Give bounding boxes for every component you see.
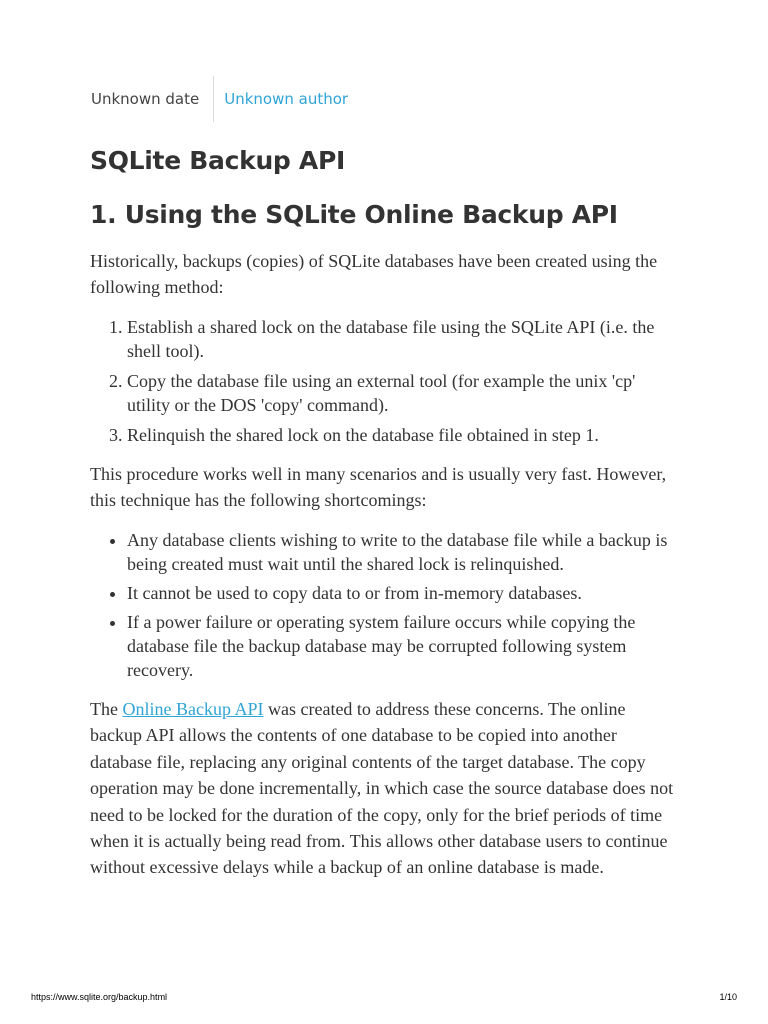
footer-url: https://www.sqlite.org/backup.html xyxy=(31,992,168,1002)
backup-steps-list xyxy=(90,315,680,447)
article-author-link[interactable]: Unknown author xyxy=(224,90,349,108)
list-item: • If a power failure or operating system failure occurs while copying the database file the backup database may be corrupted following system recovery. xyxy=(127,610,680,682)
final-suffix: was created to address these concerns. The online backup API allows the contents of one database to be copied into another database file, replacing any original contents of the target database. The copy operation may be done incrementally, in which case the source database does not need to be locked for the duration of the copy, only for the brief periods of time when it is actually being read from. This allows other database users to continue without excessive delays while a backup of an online database is made. xyxy=(90,699,674,878)
intro-paragraph: Historically, backups (copies) of SQLite databases have been created using the following method: xyxy=(90,251,658,297)
final-paragraph xyxy=(90,696,680,881)
list-item: 3. Relinquish the shared lock on the database file obtained in step 1. xyxy=(127,423,680,447)
section-heading: 1. Using the SQLite Online Backup API xyxy=(90,200,618,229)
list-item: • Any database clients wishing to write to the database file while a backup is being created must wait until the shared lock is relinquished. xyxy=(127,528,680,576)
article-body xyxy=(90,140,680,881)
online-backup-api-link[interactable]: Online Backup API xyxy=(122,699,264,719)
shortcomings-list xyxy=(90,528,680,682)
list-item: • It cannot be used to copy data to or from in-memory databases. xyxy=(127,581,680,605)
page-title: SQLite Backup API xyxy=(90,146,346,175)
list-item: 1. Establish a shared lock on the database file using the SQLite API (i.e. the shell tool). xyxy=(127,315,680,363)
article-meta xyxy=(91,76,348,122)
procedure-paragraph: This procedure works well in many scenarios and is usually very fast. However, this technique has the following shortcomings: xyxy=(90,464,667,510)
page-number: 1/10 xyxy=(719,992,737,1002)
final-prefix: The xyxy=(90,699,123,719)
list-item: 2. Copy the database file using an external tool (for example the unix 'cp' utility or the DOS 'copy' command). xyxy=(127,369,680,417)
article-date: Unknown date xyxy=(91,90,200,108)
